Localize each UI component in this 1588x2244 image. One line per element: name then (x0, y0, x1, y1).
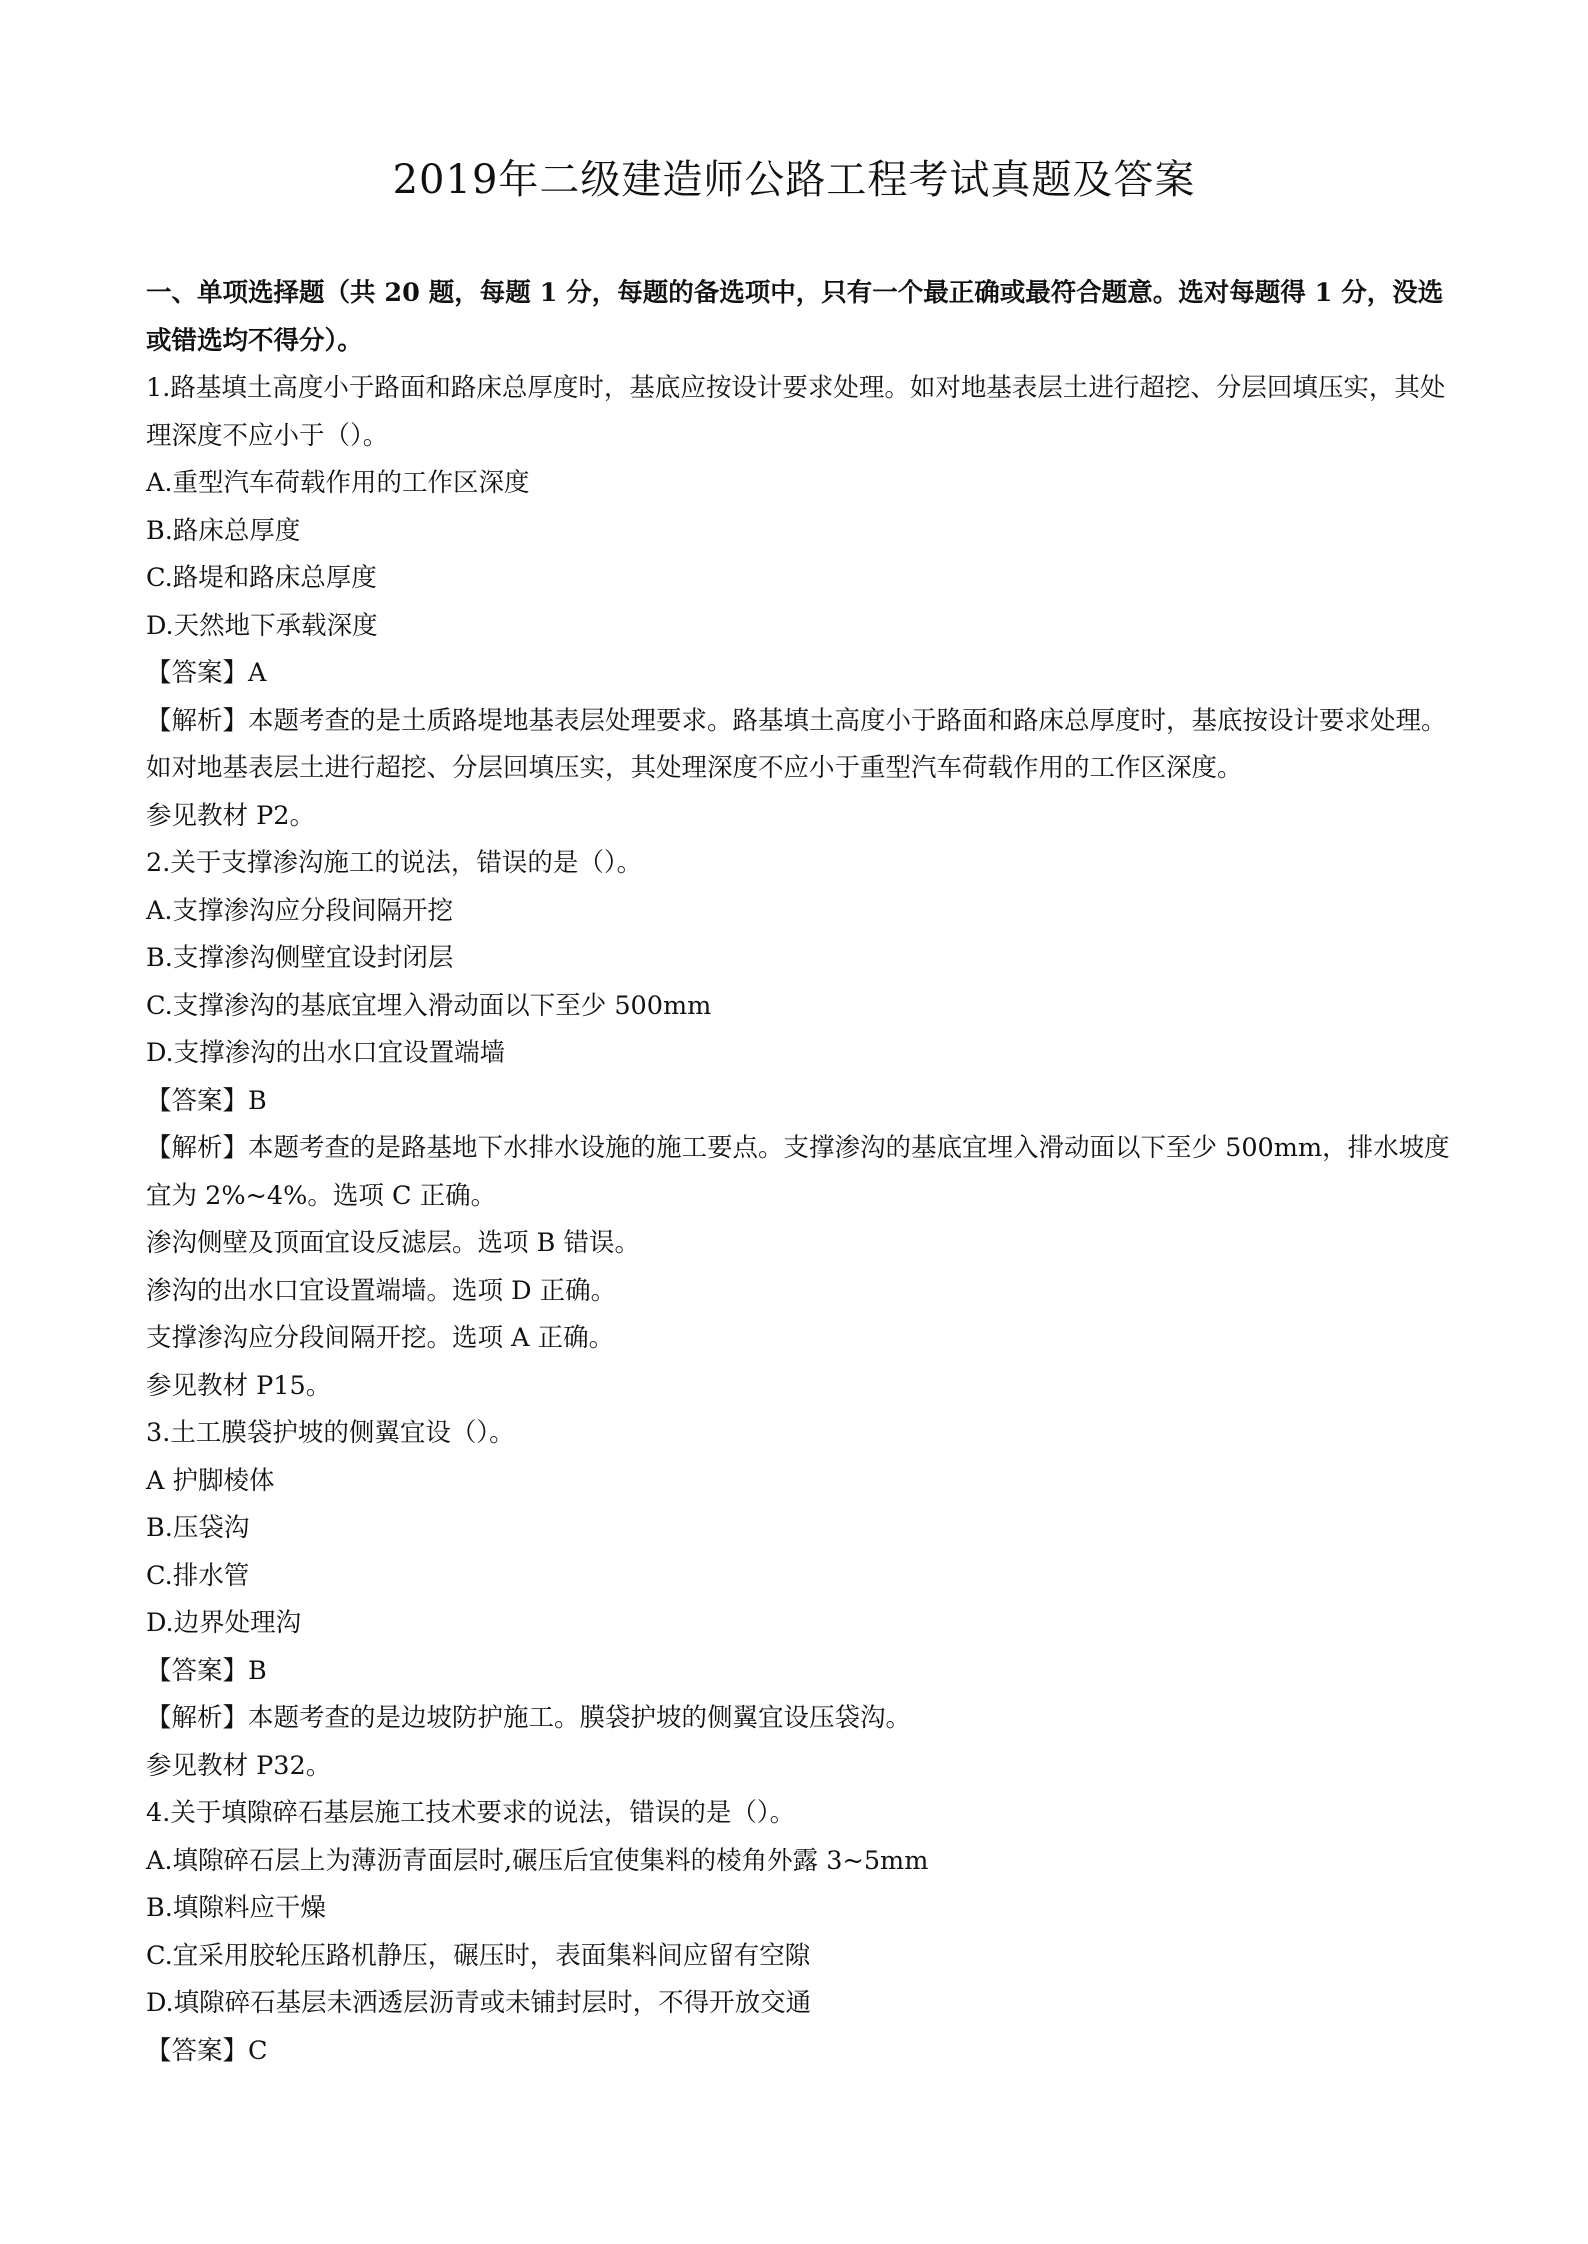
question-option: A.支撑渗沟应分段间隔开挖 (146, 895, 454, 926)
question-stem: 4.关于填隙碎石基层施工技术要求的说法，错误的是（）。 (146, 1798, 796, 1828)
question-option: D.天然地下承载深度 (146, 610, 378, 641)
answer-label: 【答案】 (146, 658, 249, 688)
analysis-text: 渗沟的出水口宜设置端墙。选项 D 正确。 (146, 1275, 617, 1306)
question-option: B.路床总厚度 (146, 515, 301, 546)
answer-line (146, 1648, 1466, 1696)
question-option: A.填隙碎石层上为薄沥青面层时,碾压后宜使集料的棱角外露 3~5mm (146, 1845, 929, 1876)
question-option: C.路堤和路床总厚度 (146, 563, 377, 593)
answer-value: C (248, 2035, 268, 2066)
section-heading: 一、单项选择题（共 20 题，每题 1 分，每题的备选项中，只有一个最正确或最符合题意。选对每题得 1 分，没选或错选均不得分）。 (146, 278, 1444, 356)
document-body (146, 270, 1466, 2075)
question-option: A.重型汽车荷载作用的工作区深度 (146, 468, 530, 498)
textbook-reference: 参见教材 P32。 (146, 1750, 332, 1781)
analysis-text: 【解析】本题考查的是土质路堤地基表层处理要求。路基填土高度小于路面和路床总厚度时，基底按设计要求处理。如对地基表层土进行超挖、分层回填压实，其处理深度不应小于重型汽车荷载作用的工作区深度。 (146, 705, 1447, 783)
question-option: B.支撑渗沟侧壁宜设封闭层 (146, 943, 454, 973)
analysis-text: 支撑渗沟应分段间隔开挖。选项 A 正确。 (146, 1323, 615, 1353)
textbook-reference: 参见教材 P15。 (146, 1370, 332, 1401)
answer-label: 【答案】 (146, 1655, 249, 1686)
question-option: C.宜采用胶轮压路机静压，碾压时，表面集料间应留有空隙 (146, 1940, 811, 1971)
question-option: D.边界处理沟 (146, 1608, 302, 1638)
answer-line (146, 2028, 1466, 2076)
answer-label: 【答案】 (146, 2035, 249, 2066)
answer-value: B (248, 1655, 267, 1686)
question-stem: 1.路基填土高度小于路面和路床总厚度时，基底应按设计要求处理。如对地基表层土进行超挖、分层回填压实，其处理深度不应小于（）。 (146, 373, 1446, 451)
question-stem: 2.关于支撑渗沟施工的说法，错误的是（）。 (146, 848, 643, 878)
question-option: D.支撑渗沟的出水口宜设置端墙 (146, 1038, 506, 1068)
analysis-text: 【解析】本题考查的是边坡防护施工。膜袋护坡的侧翼宜设压袋沟。 (146, 1703, 912, 1733)
answer-label: 【答案】 (146, 1085, 249, 1116)
question-option: D.填隙碎石基层未洒透层沥青或未铺封层时，不得开放交通 (146, 1988, 812, 2018)
answer-value: A (248, 658, 267, 688)
textbook-reference: 参见教材 P2。 (146, 800, 315, 831)
question-stem: 3.土工膜袋护坡的侧翼宜设（）。 (146, 1418, 515, 1448)
analysis-text: 【解析】本题考查的是路基地下水排水设施的施工要点。支撑渗沟的基底宜埋入滑动面以下至少 500mm，排水坡度宜为 2%~4%。选项 C 正确。 (146, 1133, 1450, 1211)
question-option: C.支撑渗沟的基底宜埋入滑动面以下至少 500mm (146, 990, 712, 1021)
question-option: C.排水管 (146, 1560, 250, 1591)
question-option: B.压袋沟 (146, 1513, 250, 1543)
question-option: A 护脚棱体 (146, 1465, 275, 1496)
answer-line (146, 1078, 1466, 1126)
answer-value: B (248, 1085, 267, 1116)
question-option: B.填隙料应干燥 (146, 1893, 326, 1923)
analysis-text: 渗沟侧壁及顶面宜设反滤层。选项 B 错误。 (146, 1228, 640, 1258)
answer-line (146, 650, 1466, 698)
document-title: 2019年二级建造师公路工程考试真题及答案 (392, 157, 1196, 203)
